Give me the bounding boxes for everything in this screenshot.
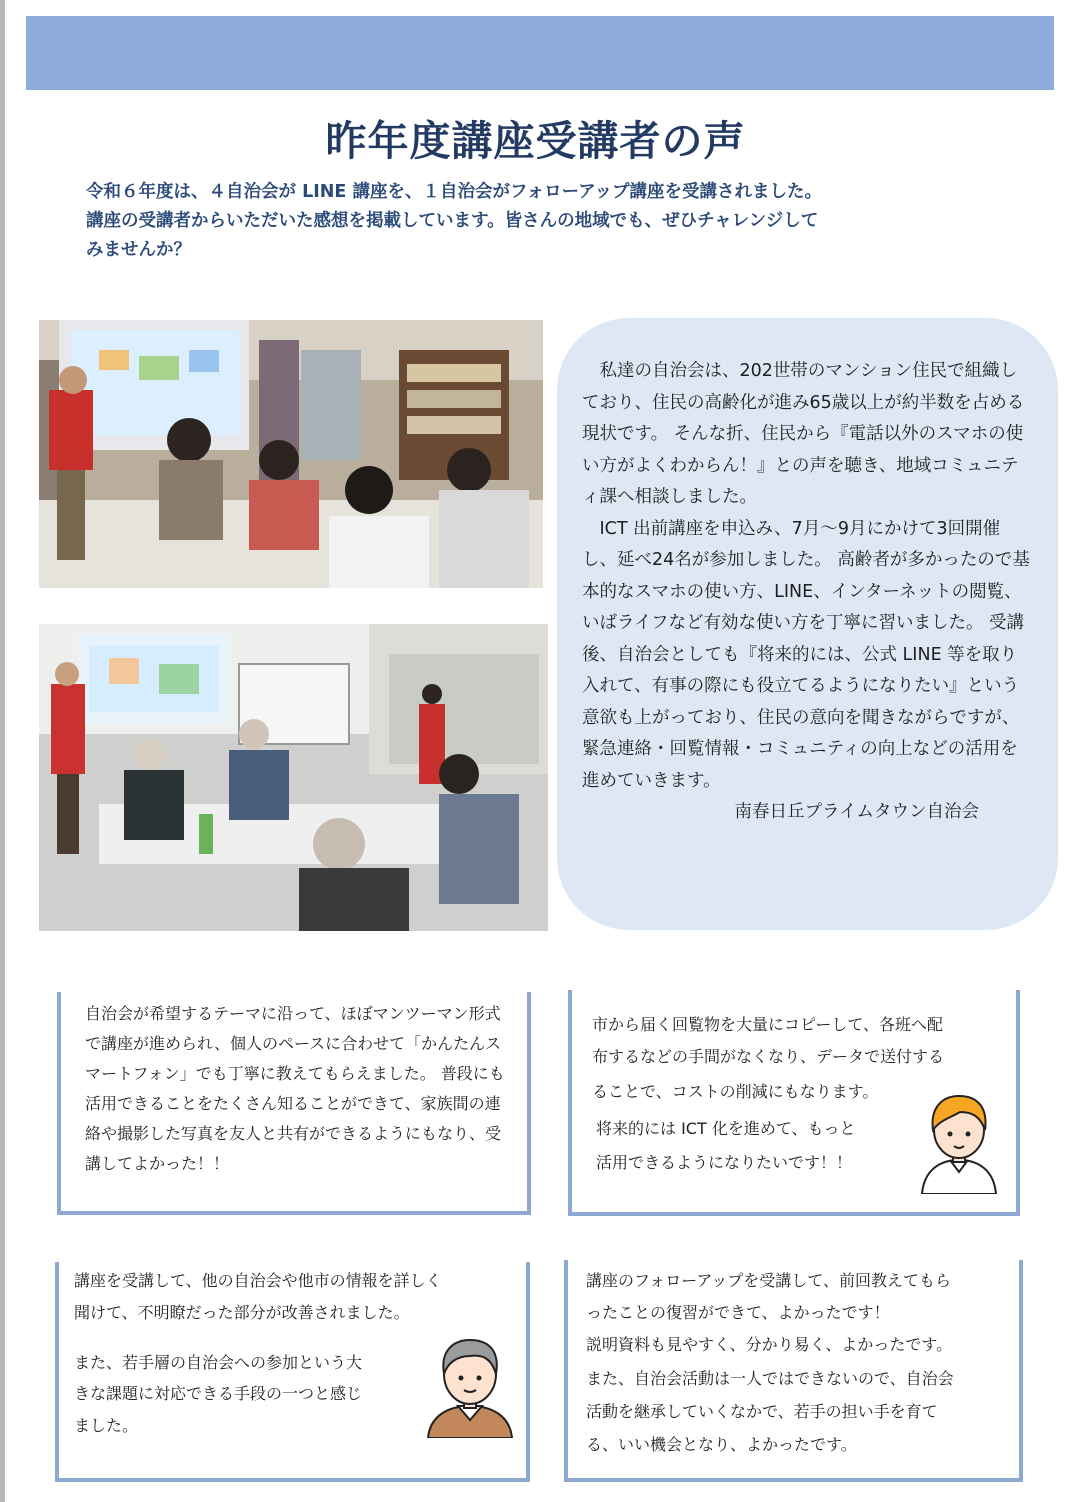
voice-card-4-line-2: ったことの復習ができて、よかったです！ bbox=[586, 1303, 890, 1322]
lecture-photo-2 bbox=[39, 624, 548, 931]
lecture-photo-1 bbox=[39, 320, 543, 588]
elderly-person-avatar-icon bbox=[424, 1336, 516, 1438]
voice-card-4 bbox=[564, 1260, 1023, 1482]
header-band bbox=[26, 16, 1054, 90]
voice-card-2-line-2: 布するなどの手間がなくなり、データで送付する bbox=[592, 1047, 945, 1066]
voice-card-4-line-3: 説明資料も見やすく、分かり易く、よかったです。 bbox=[586, 1335, 953, 1354]
voice-card-3 bbox=[55, 1262, 530, 1482]
bubble-paragraph-2: ICT 出前講座を申込み、7月～9月にかけて3回開催し、延べ24名が参加しました。 高齢者が多かったので基本的なスマホの使い方、LINE、インターネットの閲覧、いばライフなど有効な使い方を丁寧に習いました。 受講後、自治会としても『将来的には、公式 LINE 等を取り入れて、有事の際にも役立てるようになりたい』という意欲も上がっており、住民の意向を聞きながらですが、緊急連絡・回覧情報・コミュニティの向上などの活用を進めていきます。 bbox=[582, 518, 1030, 791]
bubble-paragraph-1: 私達の自治会は、202世帯のマンション住民で組織しており、住民の高齢化が進み65歳以上が約半数を占める現状です。 そんな折、住民から『電話以外のスマホの使い方がよくわからん！』との声を聴き、地域コミュニティ課へ相談しました。 bbox=[582, 361, 1025, 507]
voice-card-1 bbox=[57, 992, 531, 1215]
voice-card-3-line-2: 聞けて、不明瞭だった部分が改善されました。 bbox=[74, 1303, 410, 1322]
voice-card-2-line-1: 市から届く回覧物を大量にコピーして、各班へ配 bbox=[592, 1015, 944, 1034]
voice-card-4-line-1: 講座のフォローアップを受講して、前回教えてもら bbox=[586, 1271, 951, 1290]
intro-line-2: 講座の受講者からいただいた感想を掲載しています。皆さんの地域でも、ぜひチャレンジして bbox=[86, 211, 819, 231]
voice-card-3-line-5: ました。 bbox=[74, 1416, 139, 1435]
voice-card-2-line-3: ることで、コストの削減にもなります。 bbox=[592, 1082, 879, 1101]
voice-card-1-text: 自治会が希望するテーマに沿って、ほぼマンツーマン形式で講座が進められ、個人のペースに合わせて「かんたんスマートフォン」でも丁寧に教えてもらえました。 普段にも活用できることをたくさん知ることができて、家族間の連絡や撮影した写真を友人と共有ができるようにもなり、受講してよかった！！ bbox=[85, 1004, 505, 1173]
intro-line-3: みませんか？ bbox=[86, 240, 191, 260]
young-person-avatar-icon bbox=[916, 1090, 1002, 1194]
left-page-rule bbox=[0, 0, 5, 1502]
testimonial-bubble-text bbox=[582, 356, 1034, 829]
voice-card-3-line-3: また、若手層の自治会への参加という大 bbox=[74, 1353, 363, 1372]
bubble-signature: 南春日丘プライムタウン自治会 bbox=[734, 802, 979, 822]
voice-card-4-line-4: また、自治会活動は一人ではできないので、自治会 bbox=[586, 1369, 954, 1388]
voice-card-2-line-5: 活用できるようになりたいです！！ bbox=[596, 1153, 853, 1172]
intro-line-1: 令和６年度は、４自治会が LINE 講座を、１自治会がフォローアップ講座を受講されました。 bbox=[86, 182, 822, 202]
voice-card-3-line-1: 講座を受講して、他の自治会や他市の情報を詳しく bbox=[74, 1271, 442, 1290]
voice-card-4-line-5: 活動を継承していくなかで、若手の担い手を育て bbox=[586, 1402, 938, 1421]
voice-card-3-line-4: きな課題に対応できる手段の一つと感じ bbox=[74, 1384, 363, 1403]
intro-text bbox=[86, 178, 1016, 265]
page-title: 昨年度講座受講者の声 bbox=[325, 117, 746, 165]
voice-card-2-line-4: 将来的には ICT 化を進めて、もっと bbox=[596, 1119, 856, 1138]
voice-card-2 bbox=[568, 990, 1020, 1216]
voice-card-4-line-6: る、いい機会となり、よかったです。 bbox=[586, 1435, 857, 1454]
